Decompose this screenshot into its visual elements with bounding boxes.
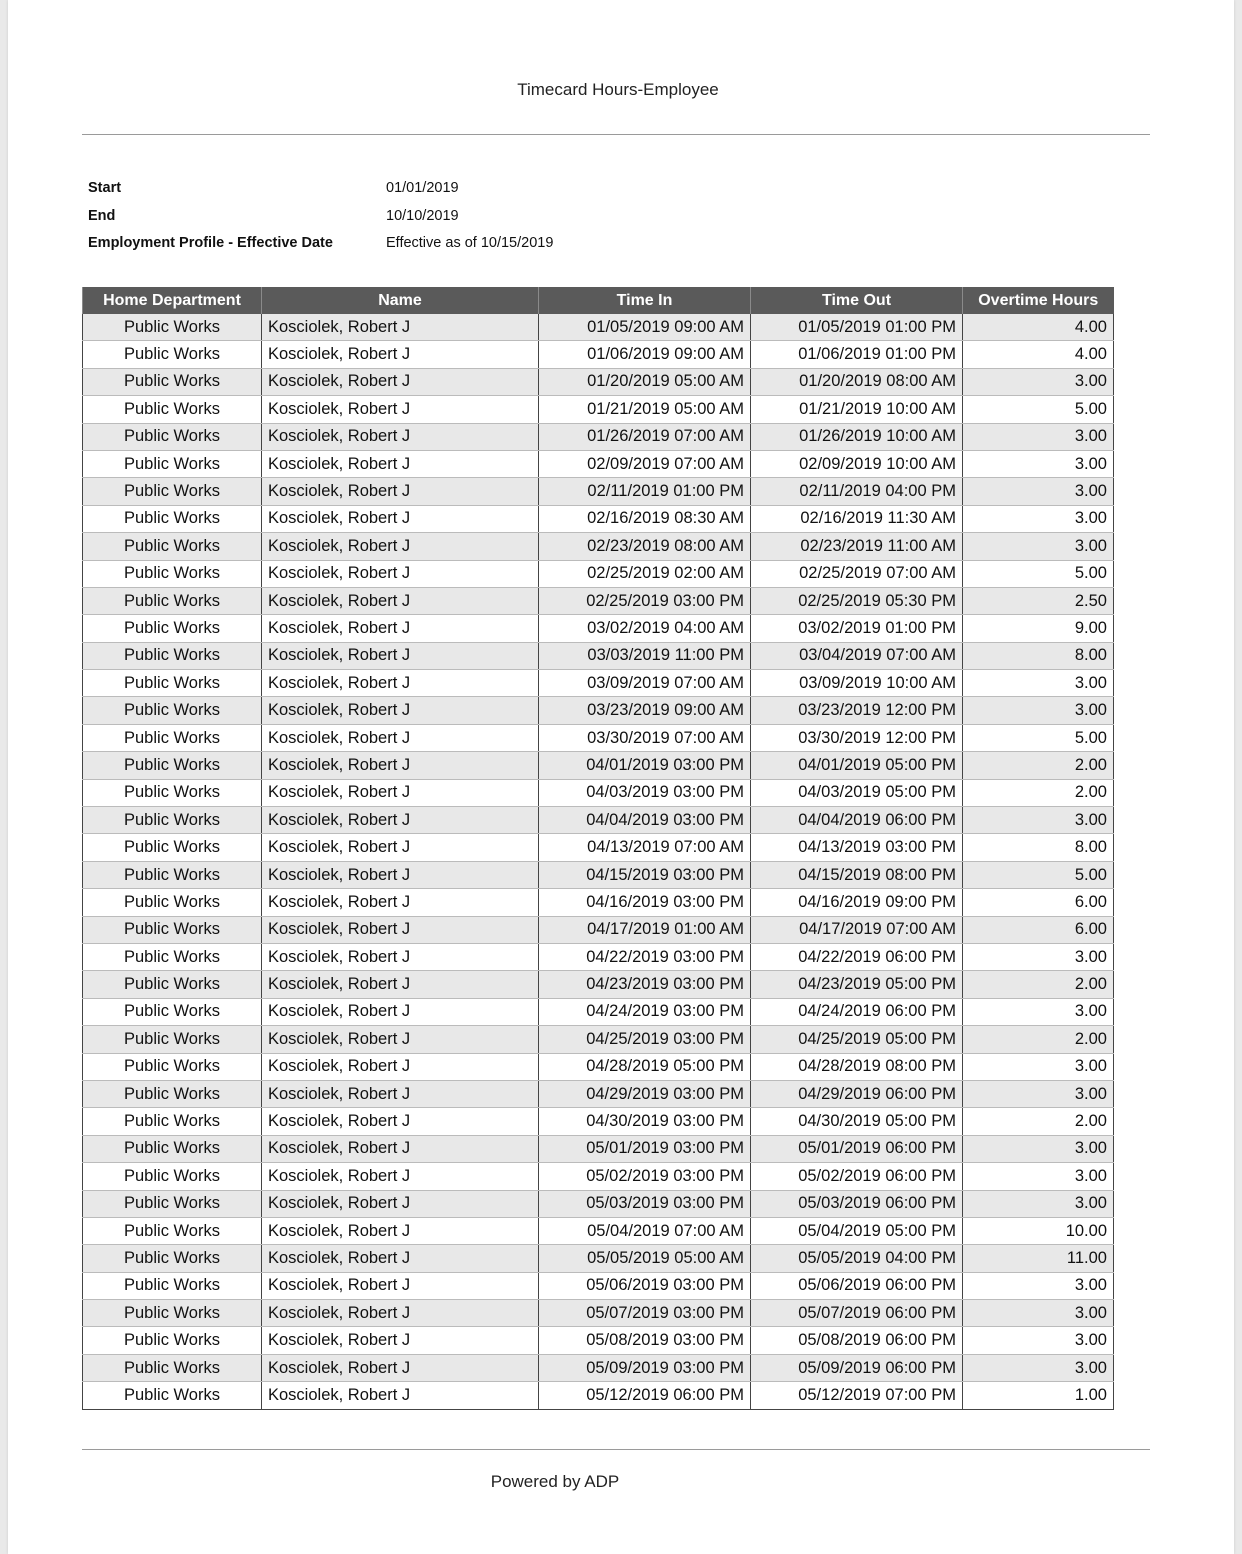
table-row [83,1382,1114,1409]
table-row [83,670,1114,697]
cell-time-out: 05/12/2019 07:00 PM [751,1382,963,1409]
cell-time-in: 05/03/2019 03:00 PM [539,1190,751,1217]
cell-time-in: 05/05/2019 05:00 AM [539,1245,751,1272]
column-header-time-in: Time In [539,287,751,314]
cell-time-out: 01/05/2019 01:00 PM [751,314,963,341]
cell-name: Kosciolek, Robert J [262,1382,539,1409]
cell-overtime-hours: 4.00 [963,341,1114,368]
cell-overtime-hours: 3.00 [963,1300,1114,1327]
cell-time-out: 02/25/2019 05:30 PM [751,587,963,614]
cell-time-out: 05/03/2019 06:00 PM [751,1190,963,1217]
cell-time-out: 05/09/2019 06:00 PM [751,1354,963,1381]
table-row [83,724,1114,751]
cell-time-in: 05/02/2019 03:00 PM [539,1163,751,1190]
cell-home-department: Public Works [83,1080,262,1107]
cell-time-in: 02/23/2019 08:00 AM [539,533,751,560]
cell-home-department: Public Works [83,505,262,532]
table-row [83,1217,1114,1244]
table-row [83,889,1114,916]
cell-home-department: Public Works [83,1135,262,1162]
cell-overtime-hours: 3.00 [963,697,1114,724]
cell-name: Kosciolek, Robert J [262,1026,539,1053]
cell-overtime-hours: 2.00 [963,779,1114,806]
cell-name: Kosciolek, Robert J [262,724,539,751]
table-row [83,943,1114,970]
cell-home-department: Public Works [83,1163,262,1190]
cell-time-in: 04/17/2019 01:00 AM [539,916,751,943]
cell-time-out: 04/30/2019 05:00 PM [751,1108,963,1135]
table-row [83,587,1114,614]
cell-time-out: 04/24/2019 06:00 PM [751,998,963,1025]
cell-time-out: 03/02/2019 01:00 PM [751,615,963,642]
cell-time-in: 02/16/2019 08:30 AM [539,505,751,532]
cell-home-department: Public Works [83,998,262,1025]
cell-time-in: 05/12/2019 06:00 PM [539,1382,751,1409]
param-value: Effective as of 10/15/2019 [386,235,554,251]
cell-home-department: Public Works [83,861,262,888]
table-row [83,341,1114,368]
cell-name: Kosciolek, Robert J [262,807,539,834]
table-row [83,615,1114,642]
cell-home-department: Public Works [83,396,262,423]
param-value: 01/01/2019 [386,180,459,196]
cell-name: Kosciolek, Robert J [262,998,539,1025]
cell-name: Kosciolek, Robert J [262,834,539,861]
cell-time-in: 03/03/2019 11:00 PM [539,642,751,669]
cell-time-in: 02/25/2019 03:00 PM [539,587,751,614]
cell-time-out: 04/23/2019 05:00 PM [751,971,963,998]
cell-overtime-hours: 3.00 [963,1135,1114,1162]
cell-time-in: 04/30/2019 03:00 PM [539,1108,751,1135]
cell-time-out: 01/20/2019 08:00 AM [751,368,963,395]
cell-time-out: 04/13/2019 03:00 PM [751,834,963,861]
table-header-row [83,287,1114,314]
cell-home-department: Public Works [83,834,262,861]
cell-home-department: Public Works [83,423,262,450]
cell-name: Kosciolek, Robert J [262,1245,539,1272]
cell-time-out: 02/09/2019 10:00 AM [751,450,963,477]
table-row [83,1053,1114,1080]
cell-home-department: Public Works [83,642,262,669]
table-row [83,861,1114,888]
cell-name: Kosciolek, Robert J [262,314,539,341]
cell-time-out: 02/25/2019 07:00 AM [751,560,963,587]
table-row [83,807,1114,834]
cell-time-out: 03/30/2019 12:00 PM [751,724,963,751]
cell-time-in: 04/22/2019 03:00 PM [539,943,751,970]
cell-home-department: Public Works [83,1272,262,1299]
cell-name: Kosciolek, Robert J [262,533,539,560]
cell-name: Kosciolek, Robert J [262,1163,539,1190]
cell-time-in: 04/13/2019 07:00 AM [539,834,751,861]
cell-time-out: 03/04/2019 07:00 AM [751,642,963,669]
cell-overtime-hours: 3.00 [963,368,1114,395]
cell-home-department: Public Works [83,1053,262,1080]
cell-time-out: 04/22/2019 06:00 PM [751,943,963,970]
cell-time-in: 01/05/2019 09:00 AM [539,314,751,341]
cell-home-department: Public Works [83,1327,262,1354]
cell-overtime-hours: 8.00 [963,834,1114,861]
cell-name: Kosciolek, Robert J [262,1217,539,1244]
cell-time-in: 04/16/2019 03:00 PM [539,889,751,916]
cell-name: Kosciolek, Robert J [262,478,539,505]
cell-name: Kosciolek, Robert J [262,1108,539,1135]
param-label: Start [88,180,122,196]
cell-overtime-hours: 3.00 [963,450,1114,477]
cell-home-department: Public Works [83,807,262,834]
cell-name: Kosciolek, Robert J [262,423,539,450]
cell-home-department: Public Works [83,615,262,642]
table-row [83,998,1114,1025]
table-row [83,1026,1114,1053]
cell-name: Kosciolek, Robert J [262,1354,539,1381]
cell-name: Kosciolek, Robert J [262,1300,539,1327]
table-row [83,1327,1114,1354]
cell-time-out: 04/01/2019 05:00 PM [751,752,963,779]
column-header-overtime-hours: Overtime Hours [963,287,1114,314]
cell-overtime-hours: 9.00 [963,615,1114,642]
timecard-table [82,287,1114,1410]
table-row [83,423,1114,450]
cell-time-in: 03/30/2019 07:00 AM [539,724,751,751]
cell-home-department: Public Works [83,670,262,697]
cell-name: Kosciolek, Robert J [262,560,539,587]
cell-overtime-hours: 3.00 [963,1080,1114,1107]
cell-name: Kosciolek, Robert J [262,1080,539,1107]
param-value: 10/10/2019 [386,207,459,224]
cell-overtime-hours: 4.00 [963,314,1114,341]
cell-overtime-hours: 3.00 [963,1190,1114,1217]
cell-home-department: Public Works [83,1245,262,1272]
cell-time-in: 04/29/2019 03:00 PM [539,1080,751,1107]
cell-overtime-hours: 3.00 [963,478,1114,505]
cell-time-out: 04/25/2019 05:00 PM [751,1026,963,1053]
cell-home-department: Public Works [83,889,262,916]
cell-overtime-hours: 11.00 [963,1245,1114,1272]
cell-home-department: Public Works [83,1354,262,1381]
cell-time-in: 05/08/2019 03:00 PM [539,1327,751,1354]
cell-overtime-hours: 3.00 [963,670,1114,697]
table-row [83,1300,1114,1327]
cell-home-department: Public Works [83,971,262,998]
cell-overtime-hours: 3.00 [963,1327,1114,1354]
cell-time-in: 02/25/2019 02:00 AM [539,560,751,587]
cell-overtime-hours: 3.00 [963,998,1114,1025]
cell-home-department: Public Works [83,478,262,505]
header-divider [82,134,1150,135]
cell-name: Kosciolek, Robert J [262,450,539,477]
cell-time-out: 04/29/2019 06:00 PM [751,1080,963,1107]
cell-time-out: 05/07/2019 06:00 PM [751,1300,963,1327]
cell-time-in: 03/02/2019 04:00 AM [539,615,751,642]
cell-time-in: 04/24/2019 03:00 PM [539,998,751,1025]
cell-name: Kosciolek, Robert J [262,943,539,970]
table-row [83,1080,1114,1107]
footer-powered-by: Powered by ADP [490,1472,620,1491]
cell-time-out: 04/17/2019 07:00 AM [751,916,963,943]
cell-time-out: 01/21/2019 10:00 AM [751,396,963,423]
table-row [83,505,1114,532]
cell-overtime-hours: 8.00 [963,642,1114,669]
table-row [83,752,1114,779]
cell-overtime-hours: 3.00 [963,1163,1114,1190]
cell-time-in: 05/04/2019 07:00 AM [539,1217,751,1244]
cell-overtime-hours: 10.00 [963,1217,1114,1244]
cell-overtime-hours: 3.00 [963,943,1114,970]
cell-overtime-hours: 5.00 [963,724,1114,751]
table-row [83,642,1114,669]
cell-name: Kosciolek, Robert J [262,752,539,779]
cell-time-in: 01/21/2019 05:00 AM [539,396,751,423]
cell-overtime-hours: 6.00 [963,889,1114,916]
cell-name: Kosciolek, Robert J [262,642,539,669]
cell-overtime-hours: 2.00 [963,1108,1114,1135]
cell-name: Kosciolek, Robert J [262,615,539,642]
cell-name: Kosciolek, Robert J [262,1190,539,1217]
cell-name: Kosciolek, Robert J [262,1327,539,1354]
cell-name: Kosciolek, Robert J [262,1272,539,1299]
cell-time-out: 05/06/2019 06:00 PM [751,1272,963,1299]
cell-overtime-hours: 1.00 [963,1382,1114,1409]
cell-overtime-hours: 3.00 [963,423,1114,450]
cell-home-department: Public Works [83,943,262,970]
cell-time-in: 04/28/2019 05:00 PM [539,1053,751,1080]
table-row [83,1354,1114,1381]
cell-name: Kosciolek, Robert J [262,587,539,614]
cell-home-department: Public Works [83,1382,262,1409]
cell-overtime-hours: 6.00 [963,916,1114,943]
cell-time-in: 02/09/2019 07:00 AM [539,450,751,477]
cell-overtime-hours: 5.00 [963,560,1114,587]
table-row [83,314,1114,341]
cell-name: Kosciolek, Robert J [262,779,539,806]
cell-time-in: 05/07/2019 03:00 PM [539,1300,751,1327]
cell-time-out: 05/08/2019 06:00 PM [751,1327,963,1354]
cell-home-department: Public Works [83,587,262,614]
cell-overtime-hours: 2.00 [963,752,1114,779]
cell-overtime-hours: 3.00 [963,1272,1114,1299]
cell-time-in: 04/04/2019 03:00 PM [539,807,751,834]
cell-overtime-hours: 5.00 [963,861,1114,888]
cell-time-out: 02/23/2019 11:00 AM [751,533,963,560]
cell-home-department: Public Works [83,1108,262,1135]
cell-name: Kosciolek, Robert J [262,1135,539,1162]
table-row [83,1245,1114,1272]
cell-time-out: 02/11/2019 04:00 PM [751,478,963,505]
cell-time-in: 05/09/2019 03:00 PM [539,1354,751,1381]
cell-overtime-hours: 3.00 [963,807,1114,834]
cell-overtime-hours: 3.00 [963,1053,1114,1080]
cell-home-department: Public Works [83,1190,262,1217]
cell-time-in: 05/01/2019 03:00 PM [539,1135,751,1162]
table-row [83,396,1114,423]
cell-time-in: 02/11/2019 01:00 PM [539,478,751,505]
cell-time-out: 01/06/2019 01:00 PM [751,341,963,368]
cell-name: Kosciolek, Robert J [262,697,539,724]
param-label: Employment Profile - Effective Date [88,235,333,251]
cell-home-department: Public Works [83,1300,262,1327]
cell-time-in: 01/26/2019 07:00 AM [539,423,751,450]
cell-time-out: 01/26/2019 10:00 AM [751,423,963,450]
table-row [83,1135,1114,1162]
cell-time-in: 05/06/2019 03:00 PM [539,1272,751,1299]
cell-time-out: 03/23/2019 12:00 PM [751,697,963,724]
cell-home-department: Public Works [83,560,262,587]
cell-time-out: 05/05/2019 04:00 PM [751,1245,963,1272]
cell-home-department: Public Works [83,341,262,368]
table-row [83,368,1114,395]
cell-overtime-hours: 2.50 [963,587,1114,614]
cell-overtime-hours: 3.00 [963,505,1114,532]
cell-name: Kosciolek, Robert J [262,1053,539,1080]
footer-divider [82,1449,1150,1450]
cell-time-in: 04/15/2019 03:00 PM [539,861,751,888]
table-body [83,314,1114,1409]
table-row [83,971,1114,998]
cell-home-department: Public Works [83,724,262,751]
table-row [83,560,1114,587]
table-row [83,1272,1114,1299]
cell-overtime-hours: 3.00 [963,1354,1114,1381]
cell-time-in: 04/25/2019 03:00 PM [539,1026,751,1053]
cell-name: Kosciolek, Robert J [262,670,539,697]
cell-time-out: 04/04/2019 06:00 PM [751,807,963,834]
cell-time-out: 05/01/2019 06:00 PM [751,1135,963,1162]
cell-time-in: 01/06/2019 09:00 AM [539,341,751,368]
column-header-name: Name [262,287,539,314]
table-row [83,834,1114,861]
cell-home-department: Public Works [83,1217,262,1244]
column-header-time-out: Time Out [751,287,963,314]
cell-home-department: Public Works [83,1026,262,1053]
report-title: Timecard Hours-Employee [517,80,719,99]
cell-time-in: 04/23/2019 03:00 PM [539,971,751,998]
cell-time-in: 04/03/2019 03:00 PM [539,779,751,806]
cell-name: Kosciolek, Robert J [262,505,539,532]
cell-time-out: 04/16/2019 09:00 PM [751,889,963,916]
cell-time-in: 01/20/2019 05:00 AM [539,368,751,395]
cell-home-department: Public Works [83,752,262,779]
cell-overtime-hours: 2.00 [963,971,1114,998]
cell-name: Kosciolek, Robert J [262,916,539,943]
table-row [83,779,1114,806]
cell-home-department: Public Works [83,314,262,341]
cell-time-in: 03/09/2019 07:00 AM [539,670,751,697]
table-row [83,916,1114,943]
cell-time-out: 04/15/2019 08:00 PM [751,861,963,888]
cell-home-department: Public Works [83,533,262,560]
cell-time-out: 04/03/2019 05:00 PM [751,779,963,806]
cell-name: Kosciolek, Robert J [262,971,539,998]
table-row [83,697,1114,724]
table-row [83,1190,1114,1217]
cell-time-out: 04/28/2019 08:00 PM [751,1053,963,1080]
cell-name: Kosciolek, Robert J [262,341,539,368]
cell-time-out: 05/02/2019 06:00 PM [751,1163,963,1190]
table-row [83,1108,1114,1135]
cell-overtime-hours: 5.00 [963,396,1114,423]
cell-name: Kosciolek, Robert J [262,861,539,888]
cell-time-in: 03/23/2019 09:00 AM [539,697,751,724]
report-page [8,0,1234,1554]
table-row [83,478,1114,505]
cell-time-in: 04/01/2019 03:00 PM [539,752,751,779]
table-row [83,533,1114,560]
cell-home-department: Public Works [83,368,262,395]
cell-time-out: 05/04/2019 05:00 PM [751,1217,963,1244]
cell-home-department: Public Works [83,450,262,477]
cell-home-department: Public Works [83,697,262,724]
cell-time-out: 03/09/2019 10:00 AM [751,670,963,697]
cell-name: Kosciolek, Robert J [262,368,539,395]
cell-home-department: Public Works [83,916,262,943]
param-label: End [88,207,116,224]
column-header-home-department: Home Department [83,287,262,314]
table-row [83,1163,1114,1190]
cell-home-department: Public Works [83,779,262,806]
cell-name: Kosciolek, Robert J [262,889,539,916]
cell-time-out: 02/16/2019 11:30 AM [751,505,963,532]
cell-overtime-hours: 3.00 [963,533,1114,560]
cell-overtime-hours: 2.00 [963,1026,1114,1053]
cell-name: Kosciolek, Robert J [262,396,539,423]
table-row [83,450,1114,477]
